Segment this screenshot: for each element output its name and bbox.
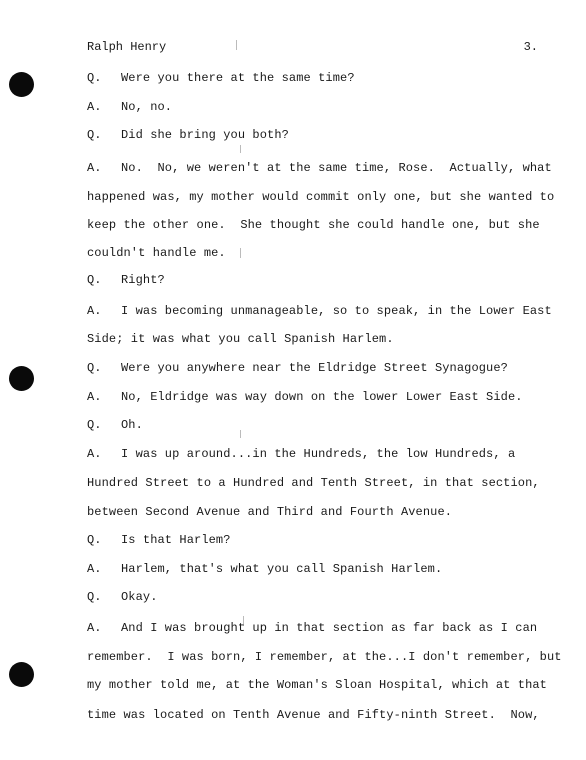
transcript-line (87, 161, 552, 175)
speaker-label: A. (87, 621, 102, 635)
speaker-label: A. (87, 100, 102, 114)
line-text: Did she bring you both? (121, 128, 289, 142)
line-text: I was becoming unmanageable, so to speak, in the Lower East (121, 304, 552, 318)
line-text: happened was, my mother would commit only one, but she wanted to (87, 190, 555, 204)
transcript-line (87, 650, 562, 664)
line-text: Is that Harlem? (121, 533, 231, 547)
transcript-line (87, 246, 226, 260)
binder-hole (9, 662, 34, 687)
line-text: keep the other one. She thought she could handle one, but she (87, 218, 540, 232)
binder-hole (9, 72, 34, 97)
transcript-line (87, 390, 523, 404)
transcript-line (87, 128, 289, 142)
transcript-line (87, 708, 540, 722)
line-text: couldn't handle me. (87, 246, 226, 260)
line-text: Were you anywhere near the Eldridge Street Synagogue? (121, 361, 508, 375)
transcript-line (87, 273, 165, 287)
speaker-label: A. (87, 161, 102, 175)
speaker-label: Q. (87, 361, 102, 375)
transcript-line (87, 100, 172, 114)
speaker-label: Q. (87, 71, 102, 85)
speaker-label: A. (87, 447, 102, 461)
line-text: my mother told me, at the Woman's Sloan Hospital, which at that (87, 678, 547, 692)
line-text: Harlem, that's what you call Spanish Harlem. (121, 562, 443, 576)
line-text: time was located on Tenth Avenue and Fifty-ninth Street. Now, (87, 708, 540, 722)
line-text: No. No, we weren't at the same time, Rose. Actually, what (121, 161, 552, 175)
line-text: remember. I was born, I remember, at the...I don't remember, but (87, 650, 562, 664)
transcript-line (87, 332, 394, 346)
transcript-line (87, 562, 442, 576)
transcript-line (87, 590, 158, 604)
speaker-label: A. (87, 390, 102, 404)
speaker-label: A. (87, 562, 102, 576)
transcript-line (87, 361, 508, 375)
speaker-label: Q. (87, 273, 102, 287)
line-text: Right? (121, 273, 165, 287)
transcript-line (87, 218, 540, 232)
scan-speck (240, 430, 241, 438)
scan-speck (240, 145, 241, 153)
transcript-line (87, 447, 515, 461)
line-text: And I was brought up in that section as far back as I can (121, 621, 538, 635)
page-header (87, 40, 538, 54)
speaker-label: Q. (87, 418, 102, 432)
page-number: 3. (523, 40, 538, 54)
speaker-label: Q. (87, 590, 102, 604)
line-text: No, Eldridge was way down on the lower Lower East Side. (121, 390, 523, 404)
line-text: between Second Avenue and Third and Fourth Avenue. (87, 505, 453, 519)
transcript-line (87, 304, 552, 318)
scan-speck (240, 248, 241, 258)
transcript-line (87, 505, 452, 519)
transcript-line (87, 71, 355, 85)
line-text: Side; it was what you call Spanish Harlem. (87, 332, 394, 346)
line-text: Oh. (121, 418, 143, 432)
speaker-label: Q. (87, 533, 102, 547)
transcript-line (87, 476, 540, 490)
speaker-label: A. (87, 304, 102, 318)
transcript-line (87, 678, 547, 692)
transcript-line (87, 533, 231, 547)
interviewee-name: Ralph Henry (87, 40, 167, 54)
line-text: No, no. (121, 100, 173, 114)
line-text: Were you there at the same time? (121, 71, 355, 85)
binder-hole (9, 366, 34, 391)
line-text: Hundred Street to a Hundred and Tenth Street, in that section, (87, 476, 540, 490)
transcript-line (87, 418, 143, 432)
line-text: Okay. (121, 590, 158, 604)
speaker-label: Q. (87, 128, 102, 142)
transcript-line (87, 621, 537, 635)
line-text: I was up around...in the Hundreds, the low Hundreds, a (121, 447, 516, 461)
transcript-line (87, 190, 554, 204)
